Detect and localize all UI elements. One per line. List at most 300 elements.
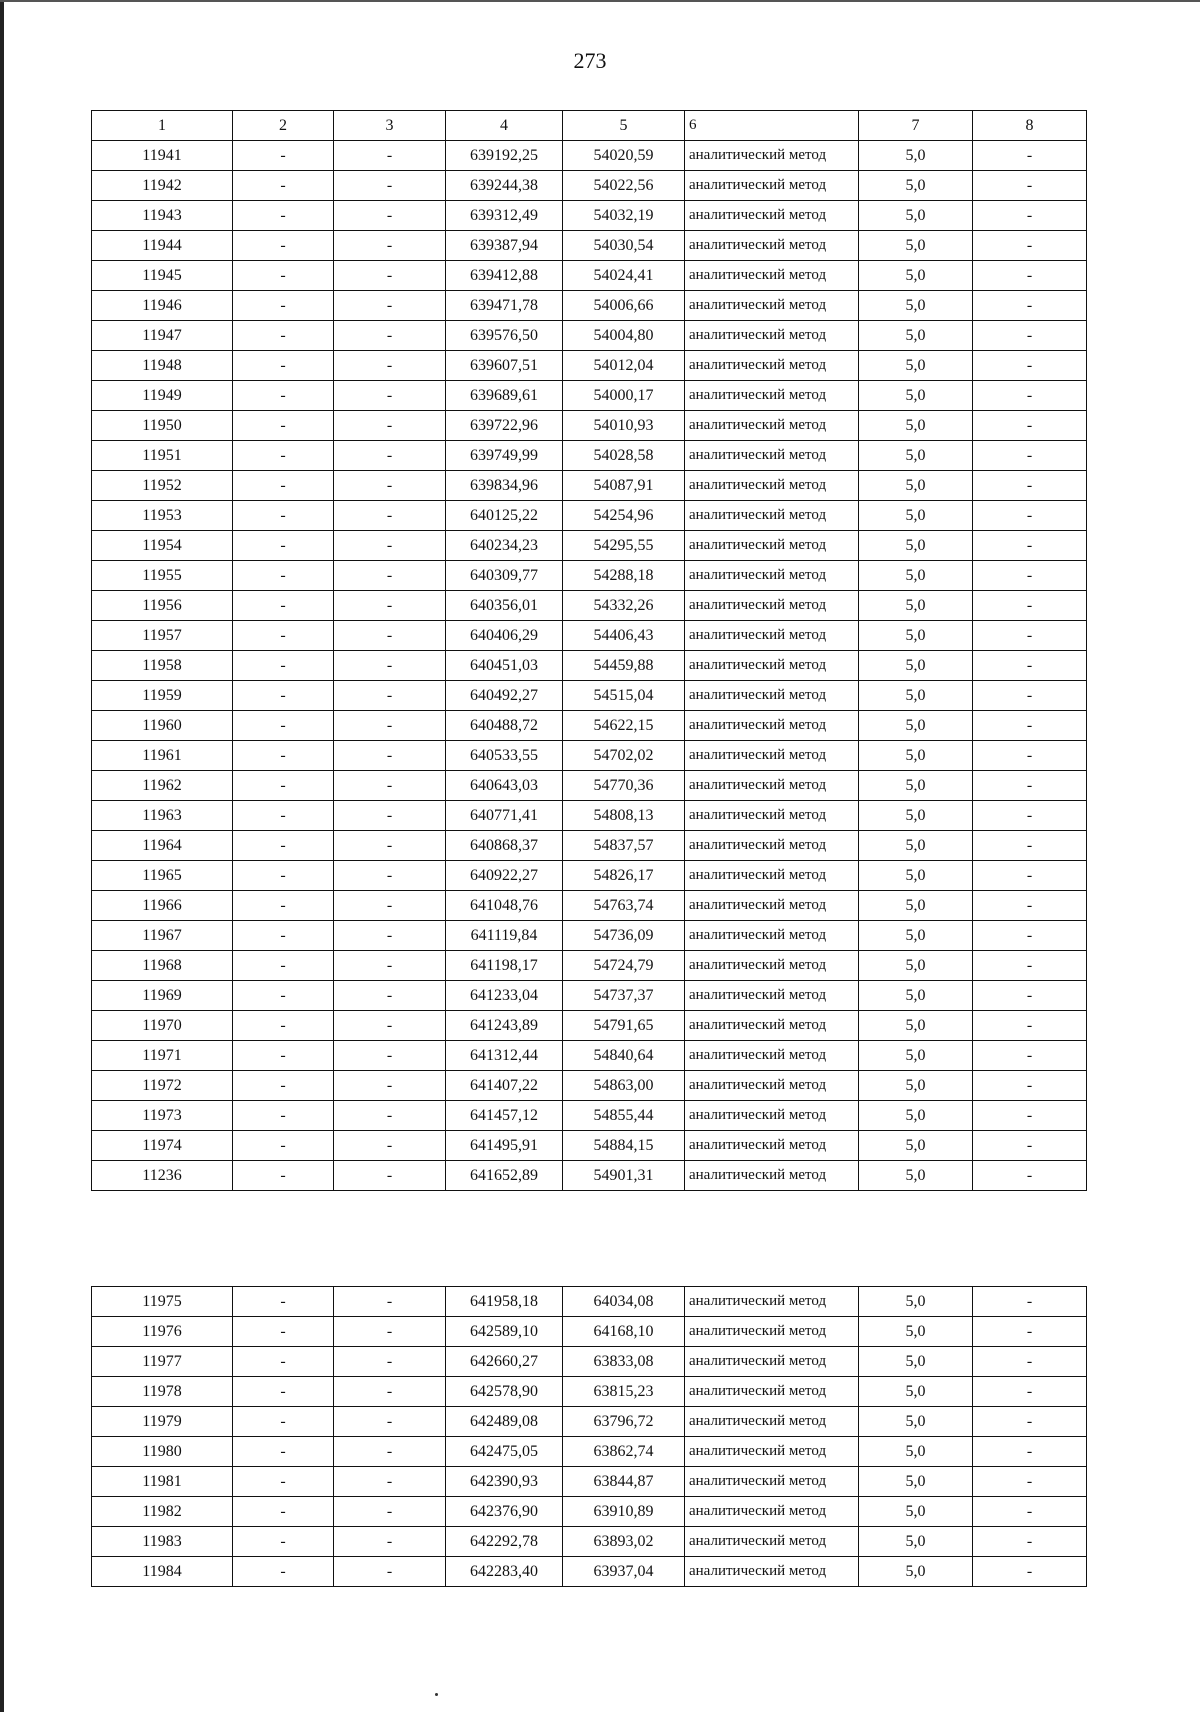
table-cell: 641407,22 (446, 1071, 563, 1101)
table-cell: - (973, 981, 1087, 1011)
table-cell: 5,0 (859, 261, 973, 291)
table-cell: аналитический метод (685, 261, 859, 291)
table-cell: 639387,94 (446, 231, 563, 261)
table-row (92, 861, 1087, 891)
table-cell: 11973 (92, 1101, 233, 1131)
table-cell: - (233, 531, 334, 561)
table-cell: 5,0 (859, 951, 973, 981)
table-cell: - (233, 441, 334, 471)
table-cell: - (334, 291, 446, 321)
table-row (92, 1317, 1087, 1347)
table-row (92, 1287, 1087, 1317)
table-row (92, 591, 1087, 621)
table-cell: - (973, 201, 1087, 231)
table-cell: - (334, 981, 446, 1011)
table-cell: 640488,72 (446, 711, 563, 741)
table-cell: - (973, 1161, 1087, 1191)
table-cell: 5,0 (859, 351, 973, 381)
table-cell: 54254,96 (563, 501, 685, 531)
table-cell: 11942 (92, 171, 233, 201)
table-cell: 11949 (92, 381, 233, 411)
table-cell: - (334, 171, 446, 201)
table-cell: 5,0 (859, 1287, 973, 1317)
table-cell: 11948 (92, 351, 233, 381)
table-cell: - (334, 1041, 446, 1071)
table-cell: - (334, 1287, 446, 1317)
table-cell: - (233, 321, 334, 351)
table-cell: 54295,55 (563, 531, 685, 561)
table-cell: 5,0 (859, 921, 973, 951)
table-row (92, 771, 1087, 801)
table-cell: - (233, 861, 334, 891)
table-cell: аналитический метод (685, 771, 859, 801)
table-cell: 5,0 (859, 861, 973, 891)
table-cell: 54020,59 (563, 141, 685, 171)
table-cell: 5,0 (859, 1467, 973, 1497)
table-cell: аналитический метод (685, 1467, 859, 1497)
table-row (92, 621, 1087, 651)
table-cell: 54737,37 (563, 981, 685, 1011)
table-row (92, 141, 1087, 171)
table-cell: 640406,29 (446, 621, 563, 651)
table-cell: - (973, 531, 1087, 561)
table-row (92, 741, 1087, 771)
table-cell: 54406,43 (563, 621, 685, 651)
table-cell: - (973, 1041, 1087, 1071)
table-cell: аналитический метод (685, 501, 859, 531)
table-cell: 5,0 (859, 1437, 973, 1467)
table-cell: - (233, 831, 334, 861)
scan-edge-top (0, 0, 1200, 2)
table-cell: - (973, 1347, 1087, 1377)
table-cell: 54087,91 (563, 471, 685, 501)
table-row (92, 1557, 1087, 1587)
table-cell: - (233, 1437, 334, 1467)
table-cell: аналитический метод (685, 621, 859, 651)
table-cell: 639834,96 (446, 471, 563, 501)
table-cell: 11966 (92, 891, 233, 921)
table-cell: 5,0 (859, 831, 973, 861)
table-cell: - (233, 1347, 334, 1377)
table-cell: - (334, 1467, 446, 1497)
table-row (92, 291, 1087, 321)
table-cell: 11953 (92, 501, 233, 531)
table-cell: - (973, 1557, 1087, 1587)
table-cell: аналитический метод (685, 1161, 859, 1191)
table-cell: 11941 (92, 141, 233, 171)
table-cell: - (973, 501, 1087, 531)
table-cell: - (973, 141, 1087, 171)
table-cell: 5,0 (859, 501, 973, 531)
table-row (92, 1131, 1087, 1161)
table-cell: 54000,17 (563, 381, 685, 411)
table-cell: 642489,08 (446, 1407, 563, 1437)
table-row (92, 1527, 1087, 1557)
table-row (92, 1407, 1087, 1437)
table-cell: 640533,55 (446, 741, 563, 771)
table-cell: - (973, 1407, 1087, 1437)
table-cell: аналитический метод (685, 1287, 859, 1317)
table-cell: - (334, 1557, 446, 1587)
table-cell: - (973, 711, 1087, 741)
table-cell: - (233, 501, 334, 531)
table-cell: 5,0 (859, 201, 973, 231)
table-cell: - (334, 891, 446, 921)
table-cell: 642589,10 (446, 1317, 563, 1347)
table-cell: - (973, 771, 1087, 801)
table-cell: 5,0 (859, 381, 973, 411)
table-cell: аналитический метод (685, 681, 859, 711)
table-cell: 5,0 (859, 141, 973, 171)
table-cell: - (334, 231, 446, 261)
table-cell: аналитический метод (685, 831, 859, 861)
table-cell: 639607,51 (446, 351, 563, 381)
table-cell: 640451,03 (446, 651, 563, 681)
table-cell: 11964 (92, 831, 233, 861)
table-cell: 11975 (92, 1287, 233, 1317)
table-cell: - (334, 321, 446, 351)
table-cell: 54515,04 (563, 681, 685, 711)
table-cell: 11954 (92, 531, 233, 561)
table-cell: 11965 (92, 861, 233, 891)
table-cell: - (334, 741, 446, 771)
table-cell: - (233, 261, 334, 291)
table-cell: аналитический метод (685, 321, 859, 351)
table-cell: 5 (563, 111, 685, 141)
table-cell: 54288,18 (563, 561, 685, 591)
table-cell: 1 (92, 111, 233, 141)
table-cell: 11977 (92, 1347, 233, 1377)
table-cell: аналитический метод (685, 231, 859, 261)
table-cell: аналитический метод (685, 561, 859, 591)
table-cell: 64168,10 (563, 1317, 685, 1347)
table-cell: 11974 (92, 1131, 233, 1161)
table-cell: 54901,31 (563, 1161, 685, 1191)
table-cell: 640234,23 (446, 531, 563, 561)
table-cell: 63815,23 (563, 1377, 685, 1407)
table-cell: - (233, 141, 334, 171)
table-cell: - (334, 441, 446, 471)
table-cell: 641312,44 (446, 1041, 563, 1071)
table-cell: 11945 (92, 261, 233, 291)
table-row (92, 261, 1087, 291)
table-cell: - (334, 1011, 446, 1041)
table-cell: - (233, 981, 334, 1011)
table-cell: 2 (233, 111, 334, 141)
table-cell: 54010,93 (563, 411, 685, 441)
table-cell: 11976 (92, 1317, 233, 1347)
table-row (92, 321, 1087, 351)
table-cell: - (973, 561, 1087, 591)
table-row (92, 1071, 1087, 1101)
table-cell: 5,0 (859, 891, 973, 921)
table-cell: 640868,37 (446, 831, 563, 861)
table-cell: 5,0 (859, 231, 973, 261)
table-row (92, 681, 1087, 711)
table-cell: - (334, 681, 446, 711)
table-cell: 54837,57 (563, 831, 685, 861)
table-cell: 54702,02 (563, 741, 685, 771)
table-row (92, 1377, 1087, 1407)
table-cell: 641652,89 (446, 1161, 563, 1191)
table-cell: - (973, 171, 1087, 201)
table-row (92, 171, 1087, 201)
table-cell: 11955 (92, 561, 233, 591)
table-cell: 639749,99 (446, 441, 563, 471)
table-cell: 5,0 (859, 1041, 973, 1071)
table-cell: 11959 (92, 681, 233, 711)
table-cell: аналитический метод (685, 1347, 859, 1377)
table-cell: 5,0 (859, 411, 973, 441)
table-cell: - (973, 891, 1087, 921)
table-cell: 639192,25 (446, 141, 563, 171)
table-cell: 63937,04 (563, 1557, 685, 1587)
table-cell: 11970 (92, 1011, 233, 1041)
table-cell: 640643,03 (446, 771, 563, 801)
table-cell: - (973, 1377, 1087, 1407)
table-cell: - (233, 1287, 334, 1317)
table-cell: 5,0 (859, 171, 973, 201)
table-row (92, 531, 1087, 561)
table-cell: 5,0 (859, 291, 973, 321)
table-cell: аналитический метод (685, 1131, 859, 1161)
table-cell: - (973, 591, 1087, 621)
table-cell: аналитический метод (685, 1437, 859, 1467)
table-cell: аналитический метод (685, 531, 859, 561)
table-cell: - (973, 1071, 1087, 1101)
table-cell: аналитический метод (685, 1377, 859, 1407)
table-cell: 54884,15 (563, 1131, 685, 1161)
table-cell: 11961 (92, 741, 233, 771)
table-cell: 54840,64 (563, 1041, 685, 1071)
table-cell: - (973, 801, 1087, 831)
table-cell: - (233, 1527, 334, 1557)
table-cell: - (233, 921, 334, 951)
table-header-row (92, 111, 1087, 141)
table-cell: - (973, 1527, 1087, 1557)
table-cell: - (973, 1317, 1087, 1347)
table-cell: - (334, 591, 446, 621)
table-cell: - (334, 201, 446, 231)
table-cell: - (233, 411, 334, 441)
table-cell: - (233, 471, 334, 501)
table-cell: 11978 (92, 1377, 233, 1407)
table-cell: 5,0 (859, 1407, 973, 1437)
table-cell: 63833,08 (563, 1347, 685, 1377)
table-cell: аналитический метод (685, 1557, 859, 1587)
table-cell: 54724,79 (563, 951, 685, 981)
table-cell: - (973, 411, 1087, 441)
table-cell: - (334, 1527, 446, 1557)
table-cell: - (973, 231, 1087, 261)
table-cell: 4 (446, 111, 563, 141)
table-cell: 11971 (92, 1041, 233, 1071)
table-row (92, 351, 1087, 381)
table-cell: - (973, 921, 1087, 951)
table-cell: - (973, 471, 1087, 501)
table-cell: 64034,08 (563, 1287, 685, 1317)
table-cell: - (233, 621, 334, 651)
table-cell: 5,0 (859, 1161, 973, 1191)
table-row (92, 951, 1087, 981)
table-cell: - (233, 171, 334, 201)
table-cell: 11969 (92, 981, 233, 1011)
coordinates-table (91, 110, 1087, 1191)
table-cell: 63796,72 (563, 1407, 685, 1437)
table-cell: 641048,76 (446, 891, 563, 921)
table-cell: - (233, 891, 334, 921)
table-cell: - (334, 951, 446, 981)
table-cell: - (334, 531, 446, 561)
table-cell: аналитический метод (685, 201, 859, 231)
table-cell: - (334, 621, 446, 651)
table-cell: - (233, 1407, 334, 1437)
table-cell: аналитический метод (685, 741, 859, 771)
table-cell: - (334, 1407, 446, 1437)
table-cell: 640125,22 (446, 501, 563, 531)
table-cell: 54030,54 (563, 231, 685, 261)
table-cell: - (233, 1071, 334, 1101)
table-cell: 639412,88 (446, 261, 563, 291)
table-row (92, 411, 1087, 441)
table-cell: 11963 (92, 801, 233, 831)
table-cell: 54736,09 (563, 921, 685, 951)
table-cell: 642578,90 (446, 1377, 563, 1407)
table-cell: 641233,04 (446, 981, 563, 1011)
table-cell: аналитический метод (685, 921, 859, 951)
table-cell: 5,0 (859, 981, 973, 1011)
table-cell: 639312,49 (446, 201, 563, 231)
table-cell: - (973, 321, 1087, 351)
table-row (92, 501, 1087, 531)
table-cell: 11957 (92, 621, 233, 651)
table-cell: - (334, 141, 446, 171)
table-cell: аналитический метод (685, 861, 859, 891)
table-cell: аналитический метод (685, 471, 859, 501)
table-cell: аналитический метод (685, 291, 859, 321)
table-cell: - (334, 471, 446, 501)
table-cell: 54770,36 (563, 771, 685, 801)
table-cell: 5,0 (859, 1527, 973, 1557)
table-cell: 641958,18 (446, 1287, 563, 1317)
table-cell: - (233, 201, 334, 231)
table-cell: - (233, 681, 334, 711)
table-cell: аналитический метод (685, 651, 859, 681)
table-cell: 11947 (92, 321, 233, 351)
table-cell: - (973, 261, 1087, 291)
table-cell: - (233, 561, 334, 591)
table-cell: 5,0 (859, 1317, 973, 1347)
table-cell: 63844,87 (563, 1467, 685, 1497)
table-row (92, 381, 1087, 411)
table-cell: 54332,26 (563, 591, 685, 621)
table-cell: - (334, 1347, 446, 1377)
table-cell: 54032,19 (563, 201, 685, 231)
table-cell: 11967 (92, 921, 233, 951)
table-cell: 5,0 (859, 1557, 973, 1587)
table-cell: 54863,00 (563, 1071, 685, 1101)
table-cell: аналитический метод (685, 411, 859, 441)
table-cell: - (334, 1101, 446, 1131)
table-cell: аналитический метод (685, 951, 859, 981)
table-cell: - (233, 1377, 334, 1407)
table-cell: - (973, 1131, 1087, 1161)
table-cell: - (334, 411, 446, 441)
table-cell: 5,0 (859, 741, 973, 771)
table-cell: - (973, 681, 1087, 711)
table-cell: 11980 (92, 1437, 233, 1467)
table-cell: аналитический метод (685, 711, 859, 741)
table-cell: 11950 (92, 411, 233, 441)
table-row (92, 1437, 1087, 1467)
table-cell: 639722,96 (446, 411, 563, 441)
table-cell: - (334, 351, 446, 381)
table-cell: 640922,27 (446, 861, 563, 891)
table-cell: 642292,78 (446, 1527, 563, 1557)
table-cell: 642283,40 (446, 1557, 563, 1587)
table-row (92, 231, 1087, 261)
table-cell: 11944 (92, 231, 233, 261)
table-cell: 11979 (92, 1407, 233, 1437)
table-cell: 5,0 (859, 531, 973, 561)
table-cell: 642475,05 (446, 1437, 563, 1467)
table-cell: 11952 (92, 471, 233, 501)
table-cell: аналитический метод (685, 1497, 859, 1527)
table-cell: - (334, 921, 446, 951)
table-row (92, 441, 1087, 471)
table-cell: - (233, 951, 334, 981)
table-cell: аналитический метод (685, 441, 859, 471)
table-cell: 642390,93 (446, 1467, 563, 1497)
table-row (92, 1497, 1087, 1527)
table-cell: - (334, 381, 446, 411)
table-cell: 639471,78 (446, 291, 563, 321)
table-cell: 5,0 (859, 1131, 973, 1161)
table-row (92, 1041, 1087, 1071)
table-cell: 11960 (92, 711, 233, 741)
table-cell: 641198,17 (446, 951, 563, 981)
table-cell: - (973, 951, 1087, 981)
table-cell: 5,0 (859, 1497, 973, 1527)
table-cell: - (973, 381, 1087, 411)
table-cell: 5,0 (859, 651, 973, 681)
table-cell: аналитический метод (685, 171, 859, 201)
table-row (92, 801, 1087, 831)
table-cell: 63910,89 (563, 1497, 685, 1527)
table-cell: 5,0 (859, 771, 973, 801)
table-cell: аналитический метод (685, 591, 859, 621)
table-cell: 5,0 (859, 1071, 973, 1101)
table-cell: - (973, 1437, 1087, 1467)
table-cell: 5,0 (859, 561, 973, 591)
table-cell: аналитический метод (685, 1407, 859, 1437)
table-cell: аналитический метод (685, 1041, 859, 1071)
table-cell: - (334, 261, 446, 291)
table-cell: - (233, 651, 334, 681)
table-cell: - (334, 501, 446, 531)
table-cell: - (334, 1437, 446, 1467)
table-cell: - (334, 561, 446, 591)
table-cell: - (233, 591, 334, 621)
table-cell: 3 (334, 111, 446, 141)
table-cell: аналитический метод (685, 891, 859, 921)
table-cell: 5,0 (859, 1377, 973, 1407)
table-cell: 5,0 (859, 441, 973, 471)
table-cell: - (233, 231, 334, 261)
table-cell: - (334, 1317, 446, 1347)
table-cell: 54004,80 (563, 321, 685, 351)
table-cell: - (233, 351, 334, 381)
